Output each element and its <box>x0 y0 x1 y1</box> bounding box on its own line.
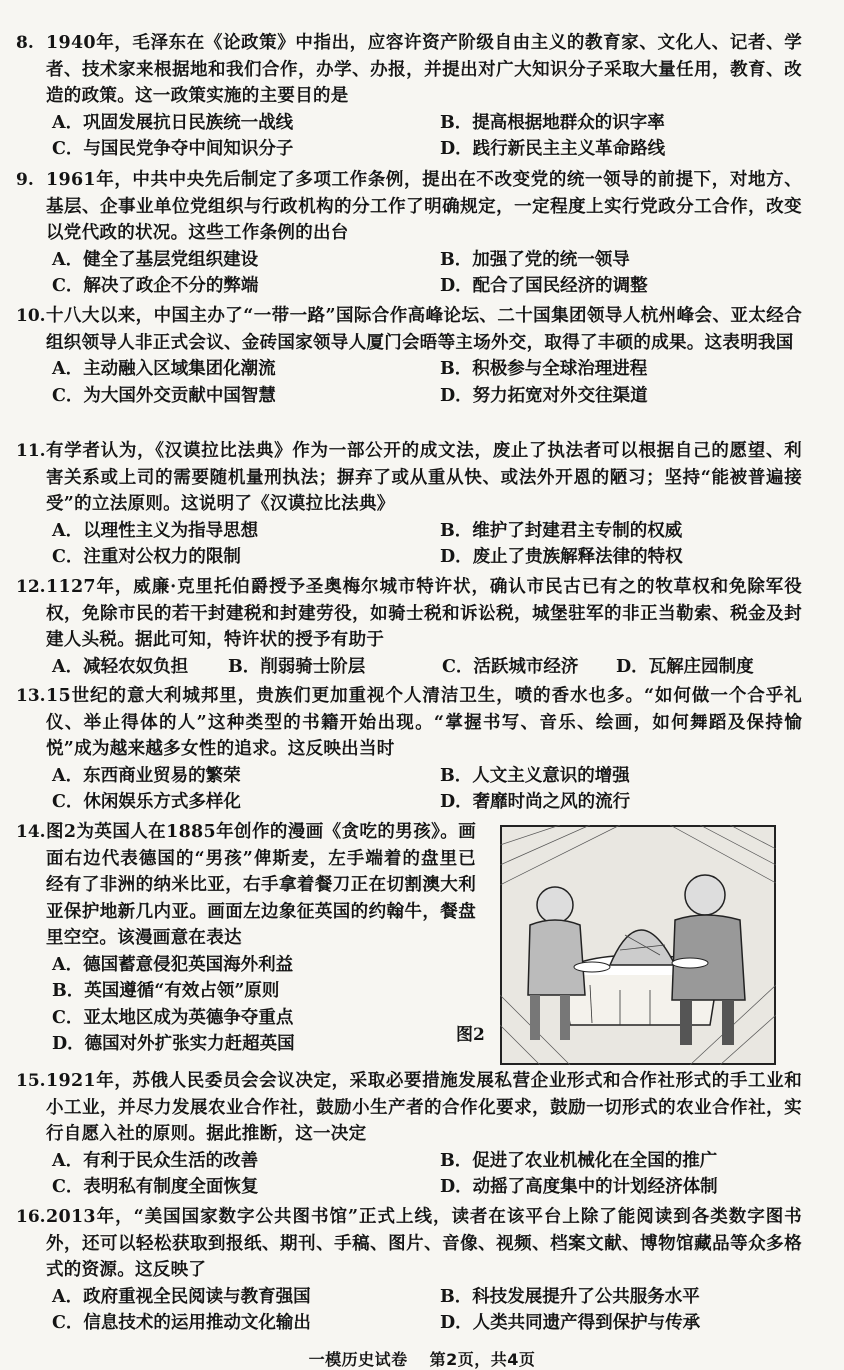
option-b: B．促进了农业机械化在全国的推广 <box>440 1150 718 1171</box>
option-a: A．德国蓄意侵犯英国海外利益 <box>52 954 294 975</box>
option-d: D．动摇了高度集中的计划经济体制 <box>440 1177 718 1197</box>
question-stem: 1961年，中共中央先后制定了多项工作条例，提出在不改变党的统一领导的前提下，对地方、基层、企事业单位党组织与行政机构的分工作了明确规定，一定程度上实行党政分工合作，改变以党代政的状况。这些工作条例的出台 <box>46 170 802 243</box>
option-c: C．注重对公权力的限制 <box>52 547 241 567</box>
question-16 <box>0 1204 844 1337</box>
question-number: 8. <box>16 33 34 53</box>
question-number: 15. <box>16 1071 46 1091</box>
option-b: B．加强了党的统一领导 <box>440 249 630 270</box>
question-12 <box>0 574 844 680</box>
question-stem: 1921年，苏俄人民委员会会议决定，采取必要措施发展私营企业形式和合作社形式的手工业和小工业，并尽力发展农业合作社，鼓励小生产者的合作化要求，鼓励一切形式的农业合作社，实行自愿入社的原则。据此推断，这一决定 <box>46 1071 802 1144</box>
question-number: 14. <box>16 822 46 842</box>
option-b: B．科技发展提升了公共服务水平 <box>440 1286 700 1307</box>
option-c: C．信息技术的运用推动文化输出 <box>52 1313 311 1333</box>
option-b: B．削弱骑士阶层 <box>228 656 366 677</box>
option-d: D．瓦解庄园制度 <box>616 656 754 677</box>
option-a: A．减轻农奴负担 <box>52 656 189 677</box>
option-b: B．人文主义意识的增强 <box>440 765 630 786</box>
question-14 <box>0 819 844 1069</box>
option-c: C．为大国外交贡献中国智慧 <box>52 385 276 406</box>
options <box>52 952 472 1058</box>
options <box>52 654 802 681</box>
option-a: A．主动融入区域集团化潮流 <box>52 359 276 379</box>
question-9 <box>0 167 844 300</box>
question-stem: 15世纪的意大利城邦里，贵族们更加重视个人清洁卫生，喷的香水也多。“如何做一个合乎礼仪、举止得体的人”这种类型的书籍开始出现。“掌握书写、音乐、绘画，如何舞蹈及保持愉悦”成为越来越多女性的追求。这反映出当时 <box>46 686 802 759</box>
option-d: D．配合了国民经济的调整 <box>440 276 648 296</box>
option-d: D．德国对外扩张实力赶超英国 <box>52 1034 295 1054</box>
question-10 <box>0 303 844 409</box>
option-a: A．政府重视全民阅读与教育强国 <box>52 1286 311 1307</box>
options <box>52 763 802 816</box>
question-number: 12. <box>16 577 46 597</box>
options <box>52 518 802 571</box>
option-a: A．东西商业贸易的繁荣 <box>52 765 241 786</box>
options <box>52 247 802 300</box>
cartoon-illustration <box>500 825 776 1065</box>
question-number: 11. <box>16 441 46 461</box>
question-13 <box>0 683 844 816</box>
option-c: C．解决了政企不分的弊端 <box>52 276 259 296</box>
option-c: C．休闲娱乐方式多样化 <box>52 792 241 812</box>
option-d: D．废止了贵族解释法律的特权 <box>440 547 683 567</box>
option-d: D．努力拓宽对外交往渠道 <box>440 385 648 406</box>
question-stem: 十八大以来，中国主办了“一带一路”国际合作高峰论坛、二十国集团领导人杭州峰会、亚太经合组织领导人非正式会议、金砖国家领导人厦门会晤等主场外交，取得了丰硕的成果。这表明我国 <box>46 306 802 353</box>
page-footer <box>0 1347 844 1370</box>
question-number: 13. <box>16 686 46 706</box>
options <box>52 110 802 163</box>
question-stem: 2013年，“美国国家数字公共图书馆”正式上线，读者在该平台上除了能阅读到各类数字图书外，还可以轻松获取到报纸、期刊、手稿、图片、音像、视频、档案文献、博物馆藏品等众多格式的资源。这反映了 <box>46 1207 802 1280</box>
option-d: D．奢靡时尚之风的流行 <box>440 792 631 812</box>
question-stem: 有学者认为，《汉谟拉比法典》作为一部公开的成文法，废止了执法者可以根据自己的愿望、利害关系或上司的需要随机量刑执法；摒弃了或从重从快、或法外开恩的陋习；坚持“能被普遍接受”的立法原则。这说明了《汉谟拉比法典》 <box>46 441 802 514</box>
question-number: 10. <box>16 306 46 326</box>
option-c: C．表明私有制度全面恢复 <box>52 1177 259 1197</box>
question-11 <box>0 438 844 571</box>
option-d: D．人类共同遗产得到保护与传承 <box>440 1313 701 1333</box>
options <box>52 1284 802 1337</box>
question-15 <box>0 1068 844 1201</box>
question-stem: 图2为英国人在1885年创作的漫画《贪吃的男孩》。画面右边代表德国的“男孩”俾斯麦，左手端着的盘里已经有了非洲的纳米比亚，右手拿着餐刀正在切割澳大利亚保护地新几内亚。画面左边象征英国的约翰牛，餐盘里空空。该漫画意在表达 <box>46 822 476 948</box>
option-b: B．英国遵循“有效占领”原则 <box>52 981 280 1001</box>
option-a: A．有利于民众生活的改善 <box>52 1150 259 1171</box>
exam-title: 一模历史试卷 <box>308 1350 408 1369</box>
option-d: D．践行新民主主义革命路线 <box>440 139 666 159</box>
option-c: C．与国民党争夺中间知识分子 <box>52 139 294 159</box>
question-number: 9. <box>16 170 34 190</box>
question-stem: 1940年，毛泽东在《论政策》中指出，应容许资产阶级自由主义的教育家、文化人、记者、学者、技术家来根据地和我们合作，办学、办报，并提出对广大知识分子采取大量任用，教育、改造的政策。这一政策实施的主要目的是 <box>46 33 802 106</box>
option-a: A．以理性主义为指导思想 <box>52 520 259 541</box>
option-a: A．巩固发展抗日民族统一战线 <box>52 112 294 133</box>
question-8 <box>0 30 844 163</box>
figure-label: 图2 <box>456 1025 485 1045</box>
question-number: 16. <box>16 1207 46 1227</box>
option-b: B．提高根据地群众的识字率 <box>440 112 665 133</box>
option-a: A．健全了基层党组织建设 <box>52 249 259 270</box>
option-c: C．活跃城市经济 <box>442 656 579 677</box>
page-number: 第2页，共4页 <box>429 1350 536 1369</box>
options <box>52 1148 802 1201</box>
option-c: C．亚太地区成为英德争夺重点 <box>52 1007 294 1028</box>
option-b: B．积极参与全球治理进程 <box>440 359 648 379</box>
option-b: B．维护了封建君主专制的权威 <box>440 520 683 541</box>
options <box>52 356 802 409</box>
question-stem: 1127年，威廉·克里托伯爵授予圣奥梅尔城市特许状，确认市民古已有之的牧草权和免除军役权，免除市民的若干封建税和封建劳役，如骑士税和诉讼税，城堡驻军的非正当勒索、税金及封建人头税。据此可知，特许状的授予有助于 <box>46 577 802 650</box>
